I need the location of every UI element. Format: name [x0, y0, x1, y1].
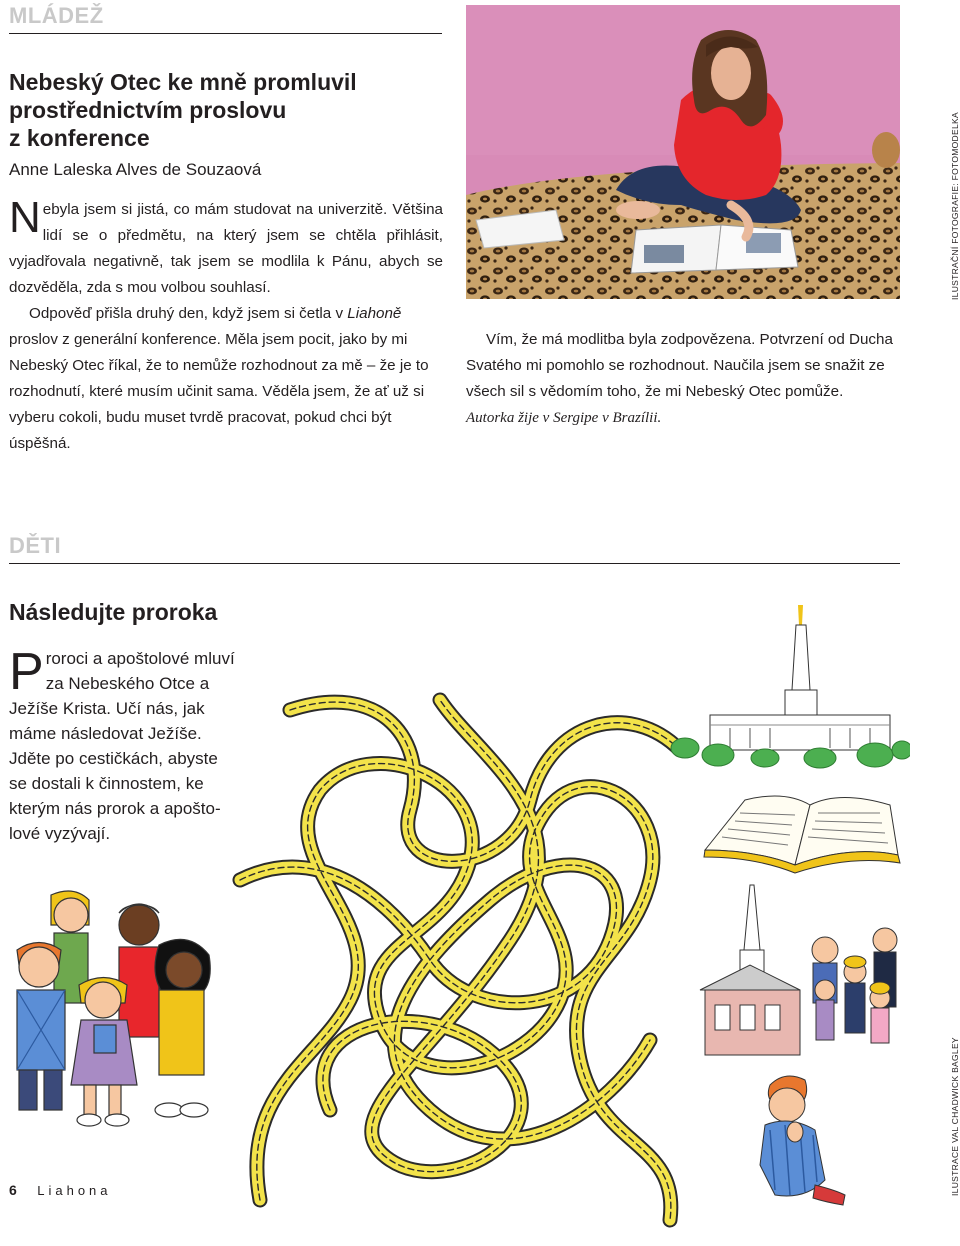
children-instructions — [9, 643, 249, 846]
section-rule-youth — [9, 33, 442, 34]
instruction-line: Ježíše Krista. Učí nás, jak — [9, 699, 205, 718]
paragraph-text: ebyla jsem si jistá, co mám studovat na univerzitě. Většina lidí se o předmětu, na který jsem se chtěla přihlásit, vyjadřovala negativně, tak jsem se modlila k Pánu, abych se dozvěděla, zda s mou volbou souhlasí. — [9, 201, 443, 296]
author-byline: Autorka žije v Sergipe v Brazílii. — [466, 410, 662, 426]
paragraph — [9, 193, 443, 301]
instruction-line: roroci a apoštolové mluví — [45, 649, 235, 668]
page-footer — [9, 1182, 112, 1200]
section-label-youth: MLÁDEŽ — [9, 3, 104, 28]
article-title-line: z konference — [9, 125, 150, 151]
illustration-credit: ILUSTRACE VAL CHADWICK BAGLEY — [950, 1037, 960, 1196]
article-author: Anne Laleska Alves de Souzaová — [9, 160, 262, 179]
section-rule-children — [9, 563, 900, 564]
photo-credit: ILUSTRAČNÍ FOTOGRAFIE: FOTOMODELKA — [950, 112, 960, 300]
article-title — [9, 68, 449, 152]
praying-boy-illustration — [745, 1070, 855, 1210]
instruction-line: za Nebeského Otce a — [45, 674, 210, 693]
magazine-name: Liahona — [37, 1183, 112, 1198]
article-title-line: Nebeský Otec ke mně promluvil — [9, 69, 357, 95]
article-photo — [466, 5, 900, 299]
paragraph: Vím, že má modlitba byla zodpovězena. Potvrzení od Ducha Svatého mi pomohlo se rozhodnout. Naučila jsem se snažit ze všech sil s vědomím toho, že mi Nebeský Otec pomůže. — [466, 331, 893, 400]
article-body-left — [9, 193, 443, 457]
children-title: Následujte proroka — [9, 599, 218, 625]
instruction-line: se dostali k činnostem, ke — [9, 774, 204, 793]
page-number: 6 — [9, 1182, 17, 1198]
instruction-line: kterým nás prorok a apošto- — [9, 799, 221, 818]
section-label-children: DĚTI — [9, 533, 62, 558]
maze-illustration — [230, 640, 710, 1240]
chapel-family-illustration — [690, 880, 910, 1070]
paragraph-text: proslov z generální konference. Měla jsem pocit, jako by mi Nebeský Otec říkal, že to nemůže rozhodnout za mě – že je to rozhodnutí, které musím učinit sama. Věděla jsem, že ať už si vyberu cokoli, budu muset tvrdě pracovat, pokud chci být úspěšná. — [9, 331, 429, 452]
article-title-line: prostřednictvím proslovu — [9, 97, 287, 123]
children-group-illustration — [9, 885, 214, 1135]
article-body-right — [466, 327, 900, 431]
temple-illustration — [670, 600, 910, 775]
instruction-line: máme následovat Ježíše. — [9, 724, 202, 743]
instruction-line: Jděte po cestičkách, abyste — [9, 749, 218, 768]
paragraph-text: Odpověď přišla druhý den, když jsem si četla v — [29, 305, 348, 322]
drop-cap: N — [9, 193, 41, 242]
instruction-line: lové vyzývají. — [9, 824, 111, 843]
magazine-name: Liahoně — [347, 305, 402, 322]
drop-cap: P — [9, 643, 44, 701]
scriptures-illustration — [700, 785, 905, 875]
paragraph — [9, 301, 443, 457]
